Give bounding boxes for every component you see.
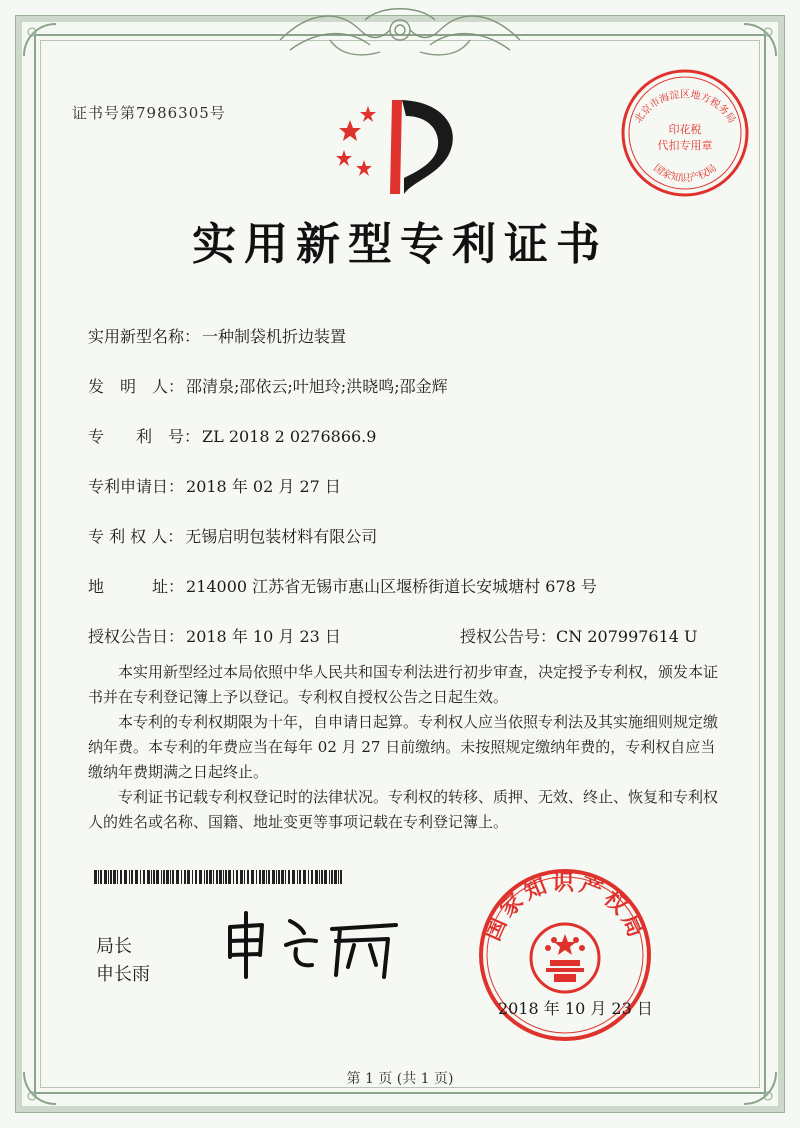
barcode-bar (206, 870, 208, 884)
barcode-bar (100, 870, 102, 884)
certificate-body (88, 660, 718, 835)
barcode-bar (324, 870, 327, 884)
field-value: 邵清泉;邵依云;叶旭玲;洪晓鸣;邵金辉 (186, 377, 448, 396)
barcode-bar (140, 870, 141, 884)
tax-stamp-line2: 代扣专用章 (657, 139, 713, 152)
barcode-bar (262, 870, 265, 884)
tax-stamp-bottom-text: 国家知识产权局 (651, 162, 719, 185)
director-name: 申长雨 (96, 964, 150, 985)
barcode-bar (276, 870, 277, 884)
body-paragraph-1: 本实用新型经过本局依照中华人民共和国专利法进行初步审查，决定授予专利权，颁发本证书并在专利登记簿上予以登记。专利权自授权公告之日起生效。 (88, 663, 719, 706)
seal-text: 国家知识产权局 (480, 871, 650, 945)
barcode-bar (297, 870, 298, 884)
barcode-bar (299, 870, 301, 884)
barcode-bar (315, 870, 318, 884)
barcode-bar (209, 870, 212, 884)
barcode-bar (338, 870, 339, 884)
barcode-bar (216, 870, 218, 884)
field-value: 2018 年 10 月 23 日 (186, 627, 341, 646)
field-address (88, 574, 597, 597)
field-utility-model-name (88, 324, 346, 347)
barcode-bar (192, 870, 193, 884)
barcode-bar (199, 870, 202, 884)
seal-date: 2018 年 10 月 23 日 (498, 999, 653, 1018)
barcode-bar (120, 870, 122, 884)
field-label: 专利申请日： (88, 477, 185, 496)
field-value: 214000 江苏省无锡市惠山区堰桥街道长安城塘村 678 号 (186, 577, 597, 596)
field-patentee (88, 524, 377, 547)
barcode-bar (259, 870, 261, 884)
barcode-bar (98, 870, 99, 884)
barcode-bar (172, 870, 174, 884)
barcode-bar (213, 870, 214, 884)
field-label: 专 利 号： (88, 427, 201, 446)
barcode-bar (266, 870, 267, 884)
barcode-bar (285, 870, 286, 884)
barcode-bar (281, 870, 284, 884)
barcode-bar (288, 870, 290, 884)
cnipa-seal (470, 860, 660, 1050)
barcode-bar (147, 870, 150, 884)
corner-ornament-top-right (740, 20, 780, 60)
corner-ornament-top-left (20, 20, 60, 60)
field-value: ZL 2018 2 0276866.9 (202, 427, 377, 446)
barcode-bar (163, 870, 165, 884)
field-value: 一种制袋机折边装置 (202, 327, 347, 346)
barcode-bar (311, 870, 313, 884)
barcode-bar (228, 870, 231, 884)
field-value: 2018 年 02 月 27 日 (186, 477, 341, 496)
barcode-bar (113, 870, 116, 884)
barcode-bar (256, 870, 257, 884)
barcode-bar (153, 870, 155, 884)
barcode-bar (236, 870, 238, 884)
barcode-bar (244, 870, 245, 884)
field-label: 专 利 权 人： (88, 527, 184, 546)
barcode-bar (184, 870, 186, 884)
barcode-bar (334, 870, 337, 884)
cnipa-logo (330, 90, 470, 200)
barcode-bar (181, 870, 182, 884)
barcode-bar (319, 870, 320, 884)
barcode-bar (143, 870, 145, 884)
barcode-bar (131, 870, 133, 884)
barcode-bar (204, 870, 205, 884)
director-signature (220, 905, 410, 985)
barcode-bar (187, 870, 190, 884)
field-value: CN 207997614 U (556, 627, 698, 646)
barcode-bar (251, 870, 254, 884)
barcode-bar (117, 870, 118, 884)
barcode-bar (278, 870, 280, 884)
field-filing-date (88, 474, 341, 497)
field-patent-number (88, 424, 376, 447)
field-grant-date (88, 624, 341, 647)
barcode-bar (303, 870, 306, 884)
certificate-title: 实用新型专利证书 (192, 219, 608, 270)
field-grant-number (460, 624, 698, 647)
barcode-bar (110, 870, 112, 884)
barcode-bar (129, 870, 130, 884)
barcode-bar (240, 870, 243, 884)
field-label: 发 明 人： (88, 377, 185, 396)
barcode-bar (331, 870, 333, 884)
page-number: 第 1 页 (共 1 页) (346, 1071, 454, 1087)
director-title: 局长 (96, 936, 132, 957)
barcode-bar (108, 870, 109, 884)
barcode-bar (233, 870, 234, 884)
barcode-bar (340, 870, 342, 884)
barcode-bar (161, 870, 162, 884)
barcode-bar (166, 870, 169, 884)
field-label: 实用新型名称： (88, 327, 201, 346)
body-paragraph-3: 专利证书记载专利权登记时的法律状况。专利权的转移、质押、无效、终止、恢复和专利权人的姓名或名称、国籍、地址变更等事项记载在专利登记簿上。 (88, 788, 719, 831)
certificate-number: 证书号第7986305号 (72, 104, 226, 122)
barcode-bar (219, 870, 222, 884)
field-inventors (88, 374, 448, 397)
barcode-bar (170, 870, 171, 884)
barcode-bar (195, 870, 197, 884)
barcode-bar (308, 870, 309, 884)
barcode-bar (176, 870, 179, 884)
barcode-bar (268, 870, 270, 884)
field-label: 授权公告号： (460, 627, 557, 646)
barcode-bar (223, 870, 224, 884)
field-label: 地 址： (88, 577, 185, 596)
tax-stamp-outer-text: 北京市海淀区地方税务局 (632, 89, 738, 126)
tax-stamp (610, 55, 760, 205)
barcode-bar (225, 870, 227, 884)
barcode-bar (272, 870, 275, 884)
barcode-bar (151, 870, 152, 884)
barcode-bar (156, 870, 159, 884)
barcode-bar (329, 870, 330, 884)
field-value: 无锡启明包装材料有限公司 (185, 527, 378, 546)
barcode-bar (247, 870, 249, 884)
barcode-bar (94, 870, 97, 884)
body-paragraph-2: 本专利的专利权期限为十年，自申请日起算。专利权人应当依照专利法及其实施细则规定缴纳年费。本专利的年费应当在每年 02 月 27 日前缴纳。未按照规定缴纳年费的，专利权自应当缴纳年费期满之日起终止。 (88, 713, 719, 781)
barcode (94, 870, 344, 884)
barcode-bar (124, 870, 127, 884)
barcode-bar (104, 870, 107, 884)
top-ornament (270, 0, 530, 70)
tax-stamp-line1: 印花税 (668, 123, 702, 136)
barcode-bar (292, 870, 295, 884)
field-label: 授权公告日： (88, 627, 185, 646)
barcode-bar (135, 870, 138, 884)
barcode-bar (321, 870, 323, 884)
